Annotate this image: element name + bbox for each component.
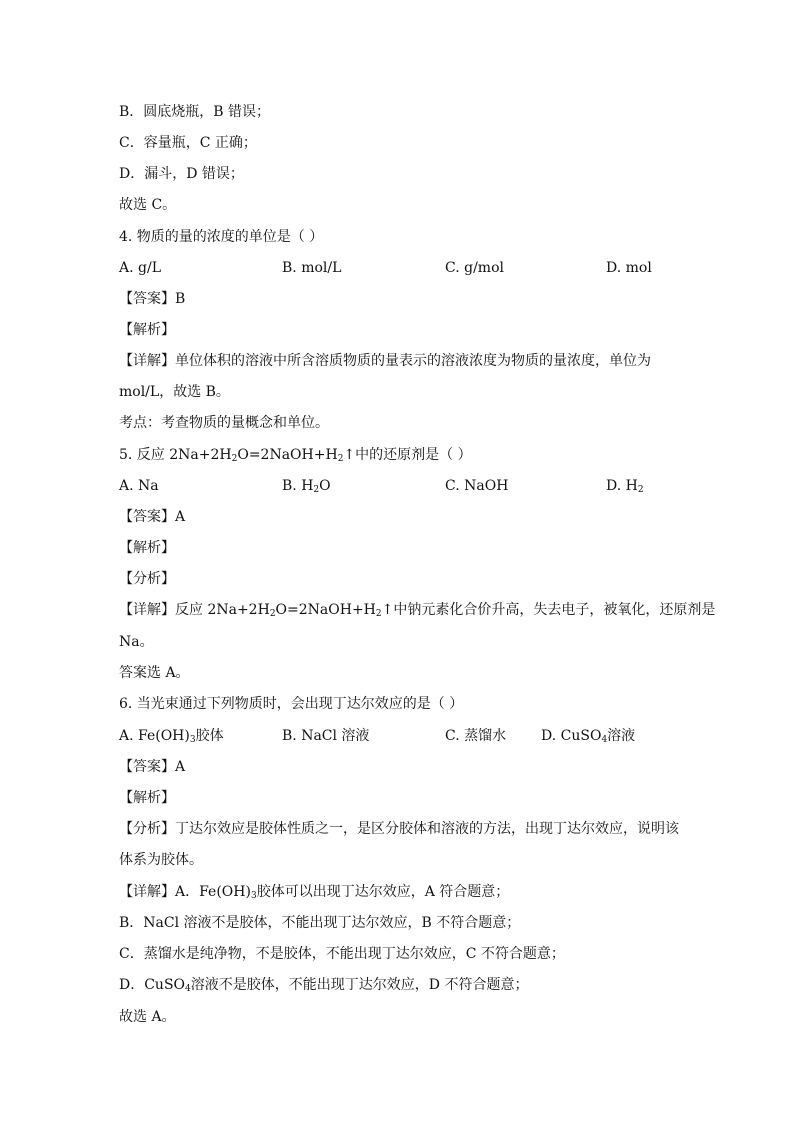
q5-option-c: C. NaOH: [445, 478, 509, 494]
q6-analysis-heading: 【解析】: [119, 790, 175, 806]
q4-option-c: C. g/mol: [445, 260, 504, 276]
q6-detail-d: D．CuSO$_4$溶液不是胶体，不能出现丁达尔效应，D 不符合题意；: [119, 977, 529, 994]
text-line-b: B．圆底烧瓶，B 错误；: [119, 104, 271, 120]
q6-option-a: A. $Fe(OH)_3$胶体: [119, 728, 224, 745]
q6-answer: 【答案】A: [119, 759, 186, 775]
question-4: 4. 物质的量的浓度的单位是（ ）: [119, 229, 324, 245]
q5-analysis-heading: 【解析】: [119, 540, 175, 556]
q6-option-d: D. CuSO$_4$溶液: [541, 728, 636, 745]
q4-analysis-heading: 【解析】: [119, 322, 175, 338]
q4-option-d: D. mol: [606, 260, 652, 276]
question-5-options: [119, 476, 679, 496]
q6-option-c: C. 蒸馏水: [445, 728, 507, 744]
q5-option-a: A. Na: [119, 478, 159, 494]
question-4-options: [119, 258, 679, 278]
q6-detail-c: C．蒸馏水是纯净物，不是胶体，不能出现丁达尔效应，C 不符合题意；: [119, 946, 565, 962]
q4-knowledge-point: 考点：考查物质的量概念和单位。: [119, 415, 329, 431]
q5-analysis-sub: 【分析】: [119, 571, 175, 587]
q6-conclusion: 故选 A。: [119, 1009, 176, 1025]
question-6: 6. 当光束通过下列物质时，会出现丁达尔效应的是（ ）: [119, 696, 464, 712]
text-line-d: D．漏斗，D 错误；: [119, 166, 244, 182]
q6-analysis-line-2: 体系为胶体。: [119, 852, 203, 868]
q5-answer: 【答案】A: [119, 509, 186, 525]
q4-option-b: B. mol/L: [282, 260, 342, 276]
q4-answer: 【答案】B: [119, 291, 186, 307]
q4-detail-line-1: 【详解】单位体积的溶液中所含溶质物质的量表示的溶液浓度为物质的量浓度，单位为: [119, 353, 651, 369]
q5-option-d: D. $H_2$: [606, 478, 644, 495]
q4-detail-line-2: mol/L，故选 B。: [119, 384, 230, 400]
q6-analysis-line-1: 【分析】丁达尔效应是胶体性质之一，是区分胶体和溶液的方法，出现丁达尔效应，说明该: [119, 821, 679, 837]
q6-option-b: B. NaCl 溶液: [282, 728, 370, 744]
question-6-options: [119, 726, 679, 746]
q4-option-a: A. g/L: [119, 260, 161, 276]
text-line-c: C．容量瓶，C 正确；: [119, 135, 257, 151]
q6-detail-a: 【详解】A．$Fe(OH)_3$胶体可以出现丁达尔效应，A 符合题意；: [119, 884, 510, 901]
q5-detail-line-2: Na。: [119, 634, 154, 650]
q5-conclusion: 答案选 A。: [119, 665, 190, 681]
q5-option-b: B. $H_2O$: [282, 478, 331, 495]
q6-detail-b: B．NaCl 溶液不是胶体，不能出现丁达尔效应，B 不符合题意；: [119, 915, 521, 931]
q5-detail-line-1: 【详解】反应 $2Na+2H_2O=2NaOH+H_2↑$中钠元素化合价升高，失去电子，被氧化，还原剂是: [119, 602, 716, 619]
question-5: 5. 反应 $2Na+2H_2O=2NaOH+H_2↑$中的还原剂是（ ）: [119, 447, 472, 464]
text-line-conclusion: 故选 C。: [119, 197, 177, 213]
